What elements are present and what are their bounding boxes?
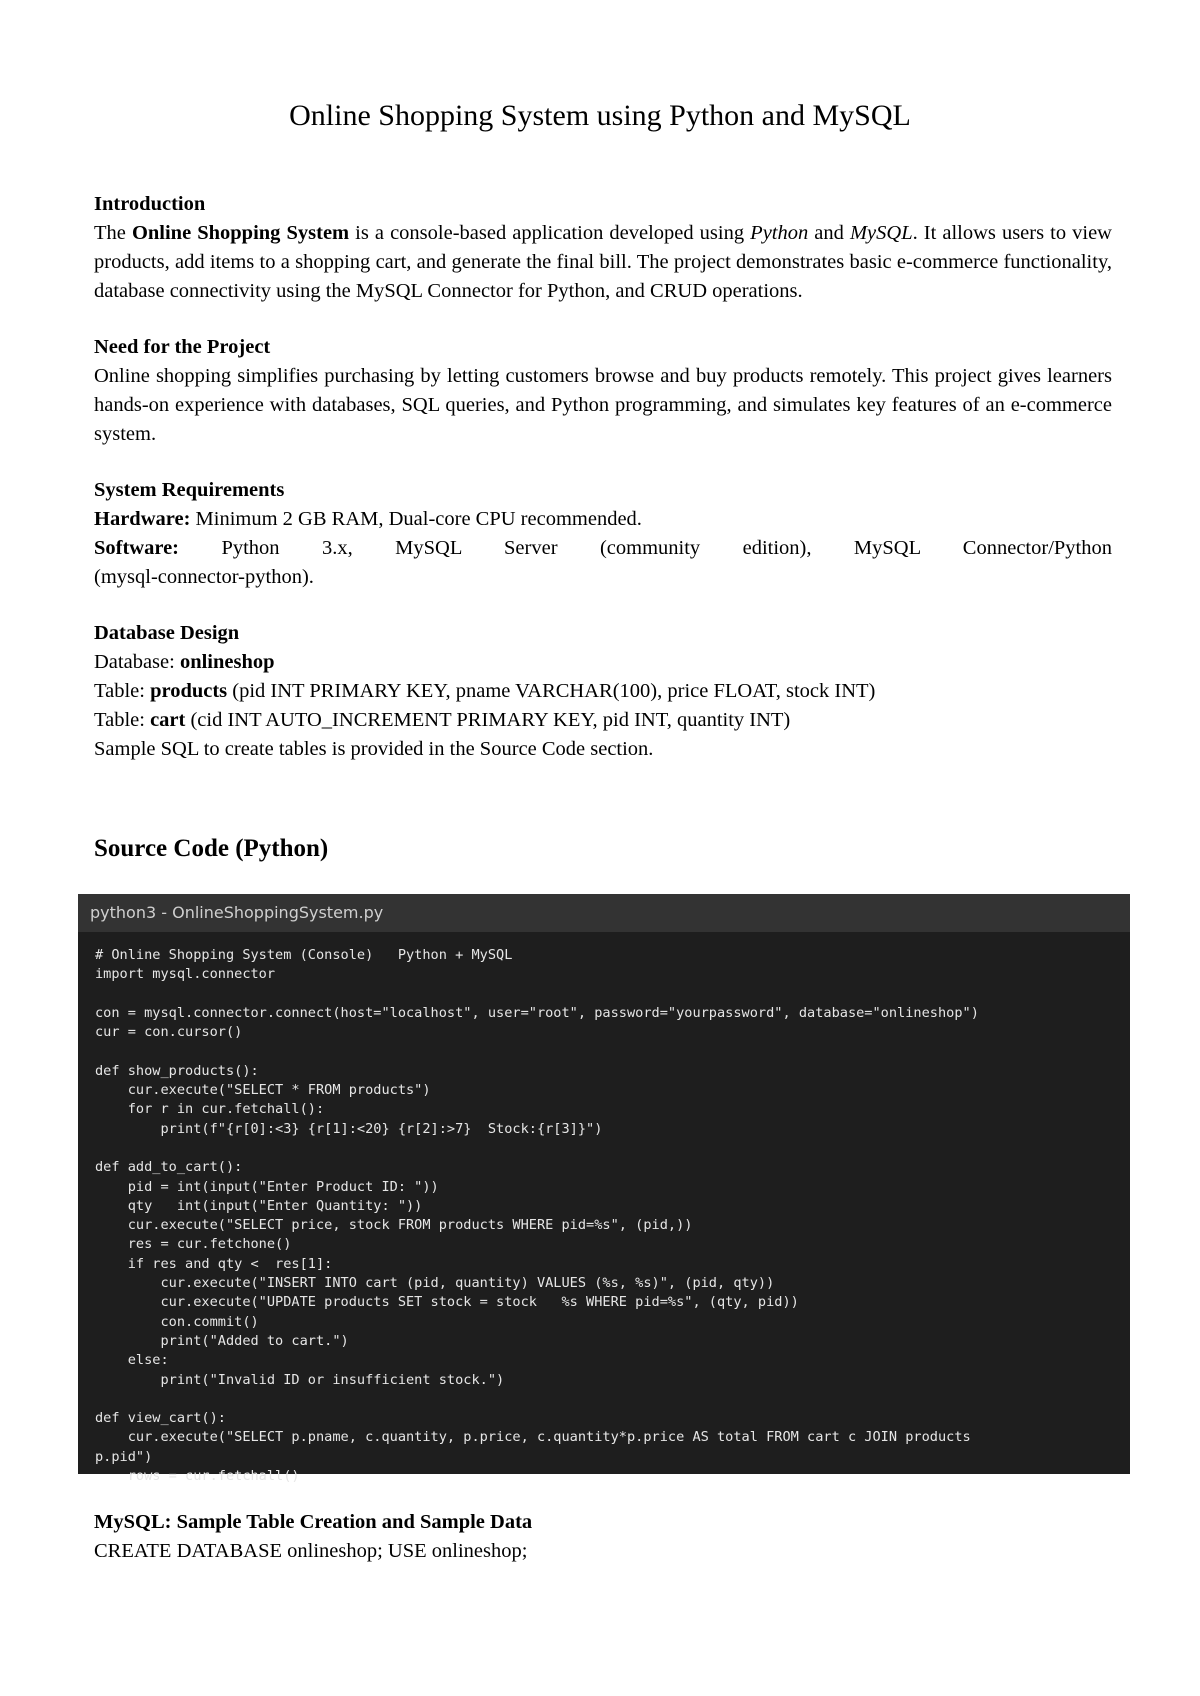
database-note: Sample SQL to create tables is provided in the Source Code section. xyxy=(94,738,654,760)
code-line: # Online Shopping System (Console) Python + MySQL xyxy=(95,947,513,963)
code-line: print(f"{r[0]:<3} {r[1]:<20} {r[2]:>7} Stock:{r[3]}") xyxy=(95,1120,603,1137)
database-name-line xyxy=(94,648,1112,677)
database-label: Database: xyxy=(94,651,180,673)
hardware-line xyxy=(94,505,1112,534)
code-line: cur.execute("UPDATE products SET stock = stock %s WHERE pid=%s", (qty, pid)) xyxy=(95,1294,799,1311)
table-label: Table: xyxy=(94,680,151,702)
code-line: qty int(input("Enter Quantity: ")) xyxy=(95,1197,423,1214)
software-label: Software: xyxy=(94,537,180,559)
code-line: cur.execute("SELECT price, stock FROM products WHERE pid=%s", (pid,)) xyxy=(95,1217,693,1234)
code-line: rows = cur.fetchall() xyxy=(95,1468,300,1485)
cart-table-line xyxy=(94,706,1112,735)
table-columns: (pid INT PRIMARY KEY, pname VARCHAR(100), price FLOAT, stock INT) xyxy=(227,680,876,702)
code-line xyxy=(95,1390,1130,1409)
software-text: Python 3.x, MySQL Server (community edition), MySQL Connector/Python xyxy=(179,537,1112,559)
mysql-text: CREATE DATABASE onlineshop; USE onlineshop; xyxy=(94,1540,528,1562)
intro-text: and xyxy=(808,222,850,244)
software-line-continued: (mysql-connector-python). xyxy=(94,566,314,588)
code-line: cur = con.cursor() xyxy=(95,1024,243,1041)
source-code-heading: Source Code (Python) xyxy=(94,835,329,862)
mysql-section xyxy=(94,1508,1112,1566)
introduction-section xyxy=(94,190,1112,306)
code-line: else: xyxy=(95,1352,169,1369)
table-label: Table: xyxy=(94,709,151,731)
hardware-label: Hardware: xyxy=(94,508,191,530)
database-section xyxy=(94,619,1112,764)
intro-text: The xyxy=(94,222,132,244)
intro-italic-term: Python xyxy=(750,222,809,244)
database-heading: Database Design xyxy=(94,622,240,644)
intro-text: is a console-based application developed using xyxy=(349,222,751,244)
code-line: print("Invalid ID or insufficient stock.") xyxy=(95,1371,505,1388)
software-line xyxy=(94,534,1112,563)
introduction-paragraph xyxy=(94,219,1112,306)
page-title: Online Shopping System using Python and MySQL xyxy=(289,99,911,132)
code-line: cur.execute("SELECT p.pname, c.quantity, p.price, c.quantity*p.price AS total FROM cart c JOIN products xyxy=(95,1429,971,1446)
need-heading: Need for the Project xyxy=(94,336,271,358)
intro-text: . It allows users to view products, add items to a shopping cart, and generate the final bill. The project demonstrates basic e-commerce functionality, database connectivity using the MySQL Connector for Python, and CRUD operations. xyxy=(94,222,1112,302)
code-line: print("Added to cart.") xyxy=(95,1332,349,1349)
code-window xyxy=(78,894,1130,1485)
code-line: p.pid") xyxy=(95,1448,153,1465)
code-line xyxy=(95,1042,1130,1061)
code-line: for r in cur.fetchall(): xyxy=(95,1101,325,1118)
requirements-heading: System Requirements xyxy=(94,479,285,501)
document-body xyxy=(94,190,1112,791)
code-line: import mysql.connector xyxy=(95,966,276,983)
code-line: def show_products(): xyxy=(95,1062,259,1079)
need-paragraph: Online shopping simplifies purchasing by letting customers browse and buy products remotely. This project gives learners hands-on experience with databases, SQL queries, and Python programming, and simulates key features of an e-commerce system. xyxy=(94,365,1112,445)
intro-italic-term: MySQL xyxy=(849,222,913,244)
code-line: def add_to_cart(): xyxy=(95,1159,243,1176)
code-window-title: python3 - OnlineShoppingSystem.py xyxy=(78,894,1130,932)
requirements-section xyxy=(94,476,1112,592)
hardware-text: Minimum 2 GB RAM, Dual-core CPU recommended. xyxy=(190,508,642,530)
products-table-line xyxy=(94,677,1112,706)
code-line: def view_cart(): xyxy=(95,1410,226,1427)
intro-bold-term: Online Shopping System xyxy=(131,222,350,244)
mysql-heading: MySQL: Sample Table Creation and Sample Data xyxy=(94,1511,533,1533)
code-line: cur.execute("INSERT INTO cart (pid, quantity) VALUES (%s, %s)", (pid, qty)) xyxy=(95,1275,775,1292)
code-line xyxy=(95,985,1130,1004)
code-line: con = mysql.connector.connect(host="localhost", user="root", password="yourpassword", database="onlineshop") xyxy=(95,1004,979,1021)
need-section xyxy=(94,333,1112,449)
table-columns: (cid INT AUTO_INCREMENT PRIMARY KEY, pid INT, quantity INT) xyxy=(185,709,791,731)
code-line: con.commit() xyxy=(95,1313,259,1330)
code-line: if res and qty < res[1]: xyxy=(95,1255,333,1272)
code-line xyxy=(95,1139,1130,1158)
code-line: res = cur.fetchone() xyxy=(95,1236,292,1253)
code-line: cur.execute("SELECT * FROM products") xyxy=(95,1082,431,1099)
code-block xyxy=(78,932,1130,1486)
table-name: products xyxy=(150,680,228,702)
table-name: cart xyxy=(150,709,186,731)
database-name: onlineshop xyxy=(179,651,275,673)
code-line: pid = int(input("Enter Product ID: ")) xyxy=(95,1178,439,1195)
introduction-heading: Introduction xyxy=(94,193,206,215)
